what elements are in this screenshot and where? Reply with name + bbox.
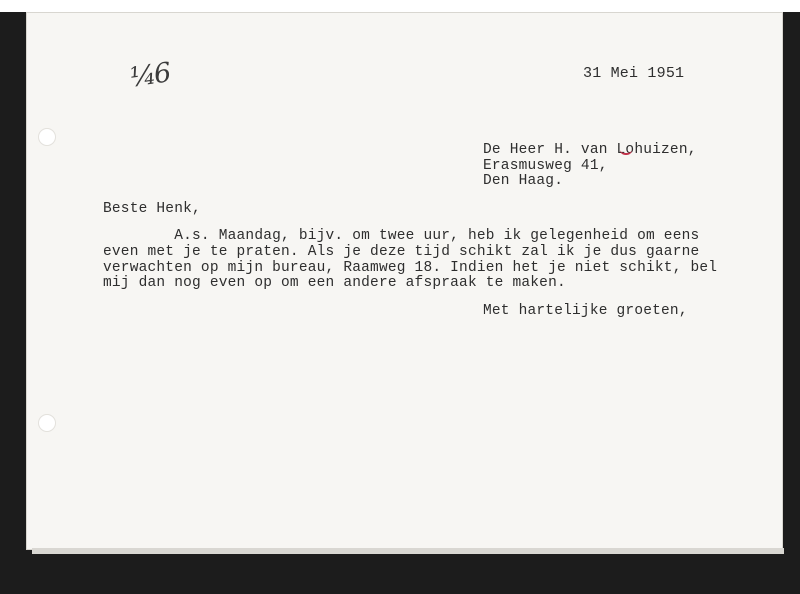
body-line: A.s. Maandag, bijv. om twee uur, heb ik gelegenheid om eens <box>103 228 700 244</box>
salutation: Beste Henk, <box>103 201 201 217</box>
address-line-street: Erasmusweg 41, <box>483 158 608 174</box>
address-line-city: Den Haag. <box>483 173 564 189</box>
letter-date: 31 Mei 1951 <box>583 65 685 82</box>
punch-hole-top <box>38 128 56 146</box>
paper-shadow <box>32 548 784 554</box>
punch-hole-bottom <box>38 414 56 432</box>
handwritten-mark: ¼6 <box>128 57 172 94</box>
body-line: even met je te praten. Als je deze tijd schikt zal ik je dus gaarne <box>103 244 700 260</box>
body-line: verwachten op mijn bureau, Raamweg 18. Indien het je niet schikt, bel <box>103 260 718 276</box>
closing-line: Met hartelijke groeten, <box>483 303 688 319</box>
body-line: mij dan nog even op om een andere afspraak te maken. <box>103 275 566 291</box>
scan-top-border <box>0 0 800 12</box>
address-line-recipient: De Heer H. van Lohuizen, <box>483 142 697 158</box>
